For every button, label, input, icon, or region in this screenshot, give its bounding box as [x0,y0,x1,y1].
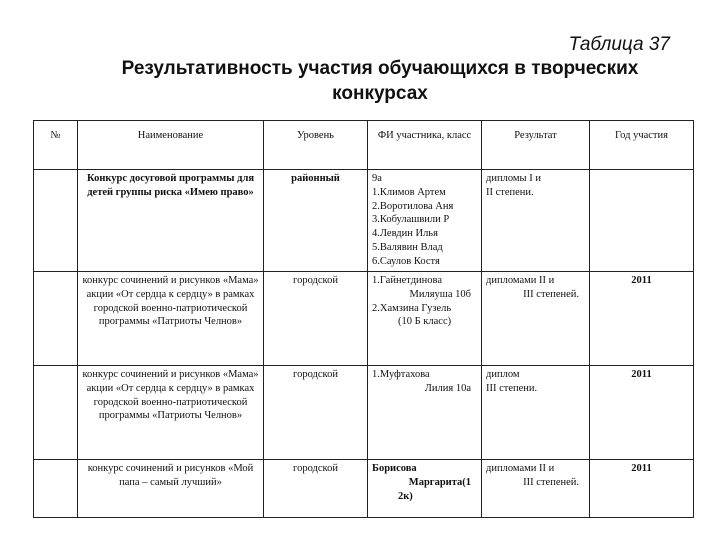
header-level: Уровень [264,121,368,170]
header-result: Результат [482,121,590,170]
participant-line: 1.Муфтахова [372,369,430,380]
table-caption: Таблица 37 [568,34,670,55]
result-line: дипломами II и [486,275,555,286]
participant-line: 1.Гайнетдинова [372,275,443,286]
header-participant: ФИ участника, класс [368,121,482,170]
result-line: III степени. [486,382,538,394]
cell-number [34,366,78,460]
title-line-1: Результативность участия обучающихся в творческих [121,58,639,79]
cell-name: конкурс сочинений и рисунков «Мой папа – самый лучший» [78,460,264,518]
cell-participants [368,170,482,272]
header-year: Год участия [590,121,694,170]
cell-number [34,272,78,366]
cell-level: городской [264,460,368,518]
header-name: Наименование [78,121,264,170]
participant-line: Лилия 10а [424,382,471,394]
participant-line: (10 Б класс) [398,316,452,328]
cell-name: конкурс сочинений и рисунков «Мама» акции «От сердца к сердцу» в рамках городской военно-патриотической программы «Патриоты Челнов» [78,272,264,366]
participant-line: 2к) [398,490,413,502]
table-row [34,272,694,366]
cell-number [34,460,78,518]
result-line: дипломами II и [486,463,555,474]
cell-participants [368,460,482,518]
cell-result [482,170,590,272]
cell-year: 2011 [590,272,694,366]
cell-level: районный [264,170,368,272]
participant-line: 3.Кобулашвили Р [372,214,450,226]
table-row [34,460,694,518]
table-row [34,170,694,272]
result-line: III степеней. [523,288,579,300]
participant-line: 9а [372,173,382,184]
participant-line: Миляуша 10б [409,288,471,300]
participant-line: 2.Воротилова Аня [372,200,454,212]
cell-participants [368,272,482,366]
cell-level: городской [264,272,368,366]
cell-participants [368,366,482,460]
participant-line: 5.Валявин Влад [372,241,443,253]
cell-result [482,272,590,366]
result-line: III степеней. [523,476,579,488]
title-line-2: конкурсах [332,83,428,104]
results-table [33,120,694,518]
result-line: диплом [486,369,520,380]
participant-line: 1.Климов Артем [372,186,446,198]
cell-name: конкурс сочинений и рисунков «Мама» акции «От сердца к сердцу» в рамках городской военно-патриотической программы «Патриоты Челнов» [78,366,264,460]
cell-number [34,170,78,272]
cell-year: 2011 [590,366,694,460]
cell-result [482,460,590,518]
cell-year [590,170,694,272]
participant-line: Маргарита(1 [408,476,471,488]
cell-result [482,366,590,460]
participant-line: 2.Хамзина Гузель [372,302,452,314]
cell-name: Конкурс досуговой программы для детей группы риска «Имею право» [78,170,264,272]
result-line: дипломы I и [486,173,541,184]
result-line: II степени. [486,186,534,198]
page-title [40,56,720,106]
header-number: № [34,121,78,170]
participant-line: Борисова [372,463,417,474]
cell-level: городской [264,366,368,460]
table-header-row [34,121,694,170]
cell-year: 2011 [590,460,694,518]
table-row [34,366,694,460]
participant-line: 6.Саулов Костя [372,255,440,267]
participant-line: 4.Левдин Илья [372,228,438,240]
